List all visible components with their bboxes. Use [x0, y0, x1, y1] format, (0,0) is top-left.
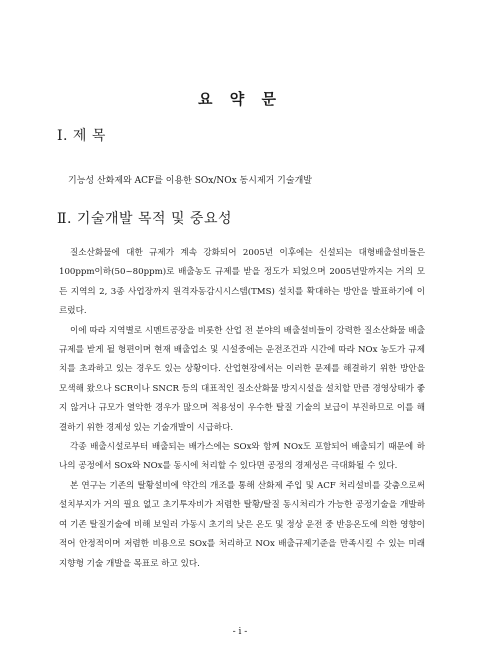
paragraph: 질소산화물에 대한 규제가 계속 강화되어 2005년 이후에는 신설되는 대형배출설비들은 100ppm이하(50~80ppm)로 배출농도 규제를 받을 정도가 되었으며 2005년말까지는 거의 모든 지역의 2, 3종 사업장까지 원격자동감시시스템(TMS) 설치를 확대하는 방안을 발표하기에 이르렀다. — [59, 248, 425, 317]
section-heading-title: I. 제 목 — [57, 128, 106, 144]
paragraph: 본 연구는 기존의 탈황설비에 약간의 개조를 통해 산화제 주입 및 ACF 처리설비를 갖춤으로써 설치부지가 거의 필요 없고 초기투자비가 저렴한 탈황/탈질 동시처리가 가능한 공정기술을 개발하여 기존 탈질기술에 비해 보일러 가동시 초기의 낮은 온도 및 정상 운전 중 반응온도에 의한 영향이 적어 안정적이며 저렴한 비용으로 SOx를 처리하고 NOx 배출규제기준을 만족시킬 수 있는 미래 지향형 기술 개발을 목표로 하고 있다. — [59, 480, 425, 569]
paragraph: 이에 따라 지역별로 시멘트공장을 비롯한 산업 전 분야의 배출설비들이 강력한 질소산화물 배출 규제를 받게 될 형편이며 현재 배출업소 및 시설중에는 운전조건과 시간에 따라 NOx 농도가 규제치를 초과하고 있는 경우도 있는 상황이다. 산업현장에서는 이러한 문제를 해결하기 위한 방안을 모색해 왔으나 SCR이나 SNCR 등의 대표적인 질소산화물 방지시설을 설치할 만큼 경영상태가 좋지 않거나 규모가 열악한 경우가 많으며 적용성이 우수한 탈질 기술의 보급이 부진하므로 이를 해결하기 위한 경제성 있는 기술개발이 시급하다. — [59, 325, 425, 433]
page-number: - i - — [232, 627, 248, 637]
section-body — [59, 244, 425, 574]
paragraph: 각종 배출시설로부터 배출되는 배가스에는 SOx와 함께 NOx도 포함되어 배출되기 때문에 하나의 공정에서 SOx와 NOx를 동시에 처리할 수 있다면 공정의 경제성은 극대화될 수 있다. — [59, 442, 425, 472]
page-title: 요 약 문 — [198, 90, 282, 108]
section-heading-purpose: Ⅱ. 기술개발 목적 및 중요성 — [57, 211, 233, 227]
project-subject: 기능성 산화제와 ACF를 이용한 SOx/NOx 동시제거 기술개발 — [68, 176, 312, 186]
